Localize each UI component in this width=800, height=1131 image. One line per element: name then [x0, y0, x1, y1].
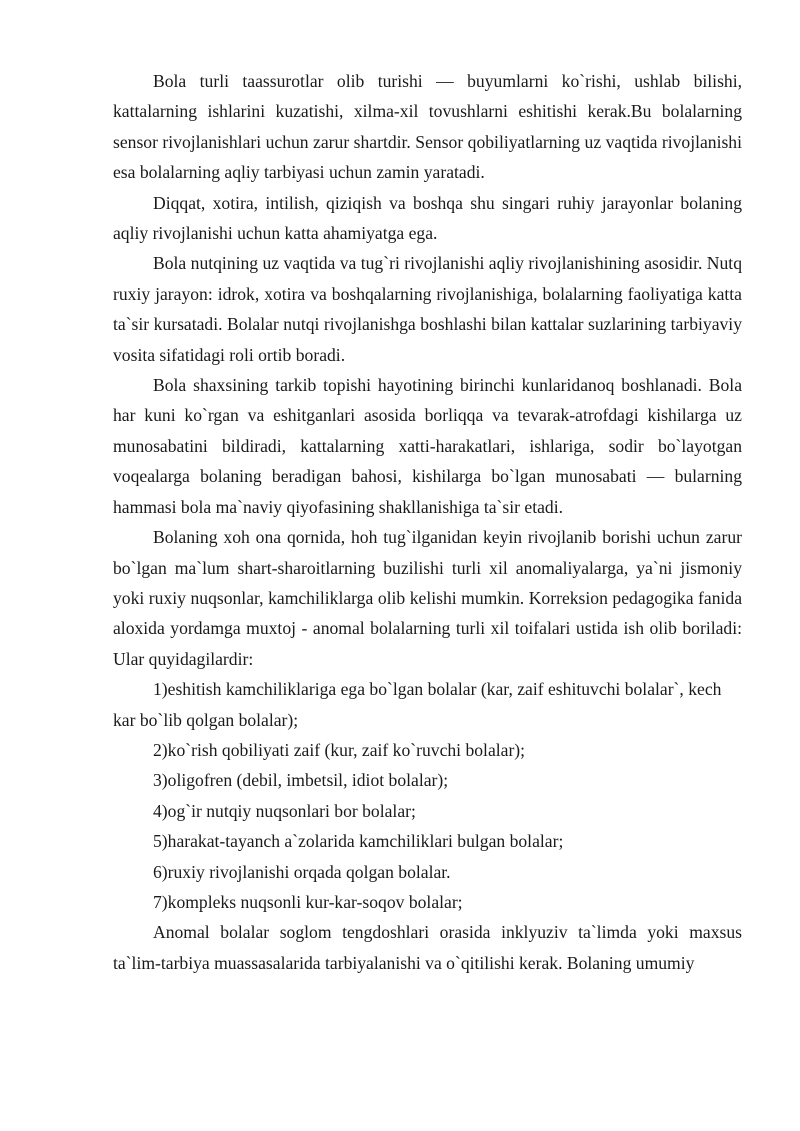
- paragraph-mental-processes: Diqqat, xotira, intilish, qiziqish va boshqa shu singari ruhiy jarayonlar bolaning aqliy rivojlanishi uchun katta ahamiyatga ega.: [113, 192, 742, 244]
- list-item: 1)eshitish kamchiliklariga ega bo`lgan bolalar (kar, zaif eshituvchi bolalar`, kech kar bo`lib qolgan bolalar);: [113, 679, 722, 730]
- list-item: 6)ruxiy rivojlanishi orqada qolgan bolalar.: [153, 861, 451, 882]
- anomaly-categories-list: [113, 674, 742, 917]
- paragraph-sensor-development: Bola turli taassurotlar olib turishi — buyumlarni ko`rishi, ushlab bilishi, kattalarning ishlarini kuzatishi, xilma-xil tovushlarni eshitishi kerak.Bu bolalarning sensor rivojlanishlari uchun zarur shartdir. Sensor qobiliyatlarning uz vaqtida rivojlanishi esa bolalarning aqliy tarbiyasi uchun zamin yaratadi.: [113, 71, 742, 183]
- list-item: 7)kompleks nuqsonli kur-kar-soqov bolalar;: [153, 891, 463, 912]
- paragraph-speech-development: Bola nutqining uz vaqtida va tug`ri rivojlanishi aqliy rivojlanishining asosidir. Nutq ruxiy jarayon: idrok, xotira va boshqalarning rivojlanishiga, bolalarning faoliyatiga katta ta`sir kursatadi. Bolalar nutqi rivojlanishga boshlashi bilan kattalar suzlarining tarbiyaviy vosita sifatidagi roli ortib boradi.: [113, 253, 742, 365]
- list-item: 5)harakat-tayanch a`zolarida kamchiliklari bulgan bolalar;: [153, 831, 564, 852]
- list-item: 2)ko`rish qobiliyati zaif (kur, zaif ko`ruvchi bolalar);: [153, 739, 526, 760]
- document-page: [113, 66, 742, 978]
- list-item: 3)oligofren (debil, imbetsil, idiot bolalar);: [153, 770, 449, 791]
- paragraph-inclusive-education: Anomal bolalar soglom tengdoshlari orasida inklyuziv ta`limda yoki maxsus ta`lim-tarbiya muassasalarida tarbiyalanishi va o`qitilishi kerak. Bolaning umumiy: [113, 922, 742, 973]
- list-item: 4)og`ir nutqiy nuqsonlari bor bolalar;: [153, 800, 416, 821]
- paragraph-anomalies-intro: Bolaning xoh ona qornida, hoh tug`ilganidan keyin rivojlanib borishi uchun zarur bo`lgan ma`lum shart-sharoitlarning buzilishi turli xil anomaliyalarga, ya`ni jismoniy yoki ruxiy nuqsonlar, kamchiliklarga olib kelishi mumkin. Korreksion pedagogika fanida aloxida yordamga muxtoj - anomal bolalarning turli xil toifalari ustida ish olib boriladi: Ular quyidagilardir:: [113, 527, 742, 669]
- paragraph-personality-formation: Bola shaxsining tarkib topishi hayotining birinchi kunlaridanoq boshlanadi. Bola har kuni ko`rgan va eshitganlari asosida borliqqa va tevarak-atrofdagi kishilarga uz munosabatini bildiradi, kattalarning xatti-harakatlari, ishlariga, sodir bo`layotgan voqealarga bolaning beradigan bahosi, kishilarga bo`lgan munosabati — bularning hammasi bola ma`naviy qiyofasining shakllanishiga ta`sir etadi.: [113, 375, 742, 517]
